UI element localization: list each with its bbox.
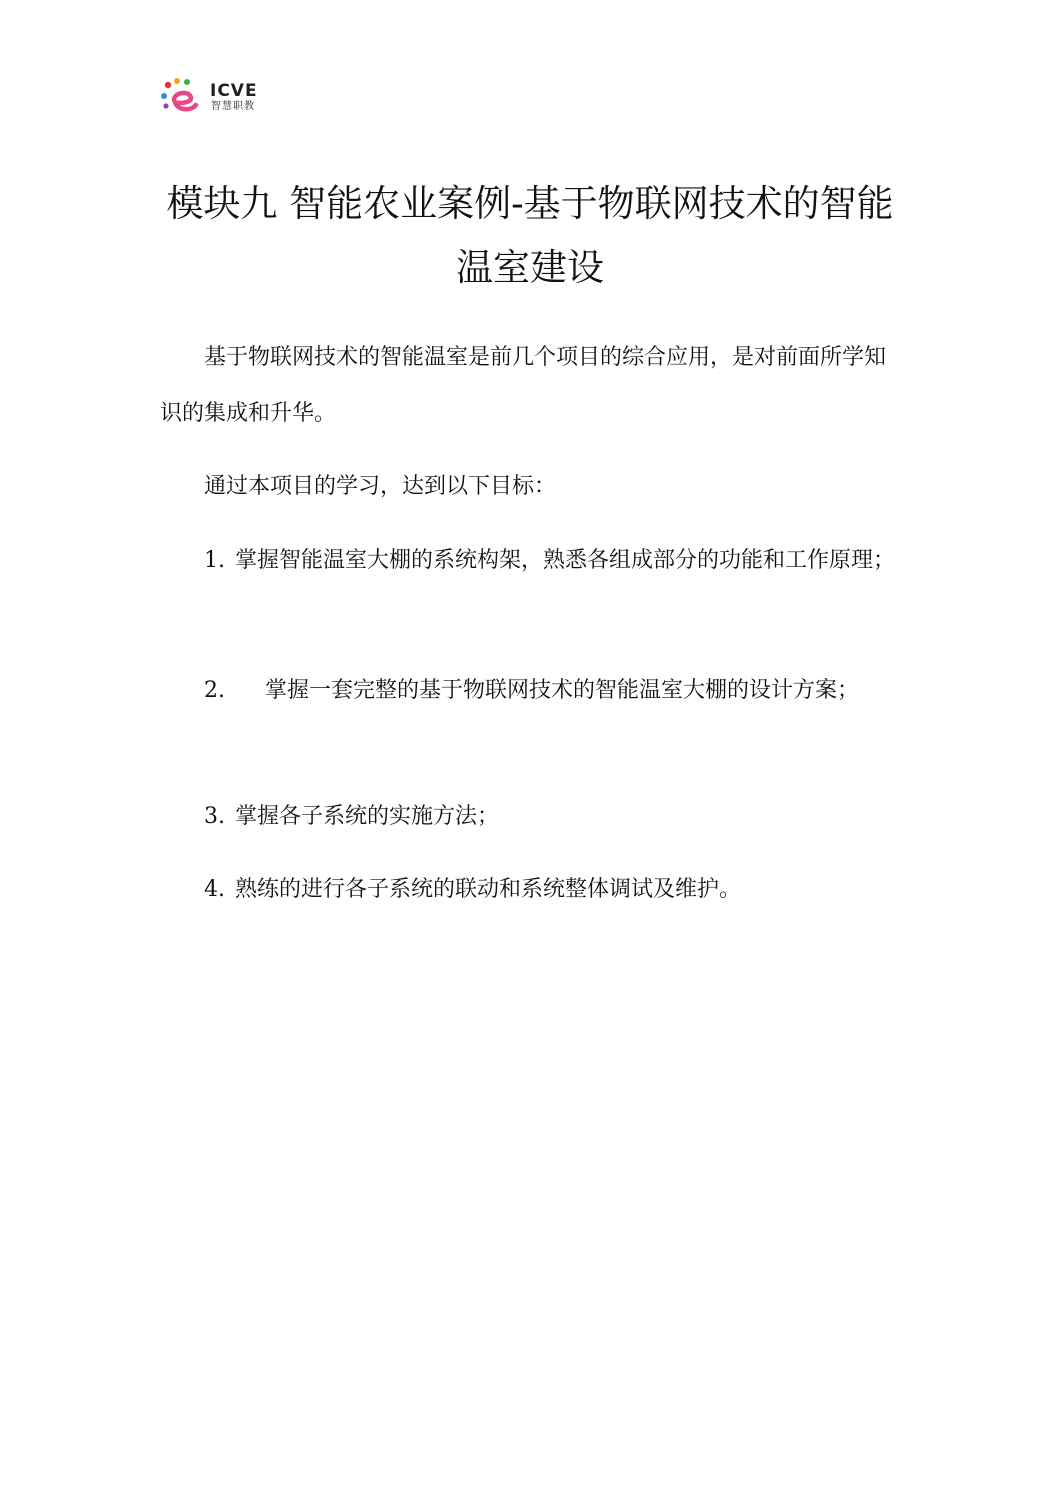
goals-lead-paragraph: 通过本项目的学习，达到以下目标： <box>204 474 557 499</box>
goal-item-3 <box>160 789 900 845</box>
goal-item-4 <box>160 862 900 918</box>
goal-item-1 <box>160 533 900 589</box>
goal-number: 4. <box>204 877 225 902</box>
icve-logo-mark <box>160 76 208 120</box>
goal-text: 掌握一套完整的基于物联网技术的智能温室大棚的设计方案； <box>265 678 860 703</box>
goal-number: 3. <box>204 804 225 829</box>
intro-paragraph: 基于物联网技术的智能温室是前几个项目的综合应用，是对前面所学知识的集成和升华。 <box>160 345 887 426</box>
document-title: 模块九 智能农业案例-基于物联网技术的智能温室建设 <box>166 182 894 289</box>
goal-number: 2. <box>204 678 225 703</box>
goal-text: 掌握各子系统的实施方法； <box>235 804 500 829</box>
goal-text: 掌握智能温室大棚的系统构架，熟悉各组成部分的功能和工作原理； <box>235 548 896 573</box>
goal-number: 1. <box>204 548 225 573</box>
goal-item-2 <box>160 663 900 719</box>
icve-logo <box>160 76 270 120</box>
logo-name: ICVE <box>210 81 258 101</box>
goal-text: 熟练的进行各子系统的联动和系统整体调试及维护。 <box>235 877 742 902</box>
logo-subtitle: 智慧职教 <box>211 101 255 112</box>
